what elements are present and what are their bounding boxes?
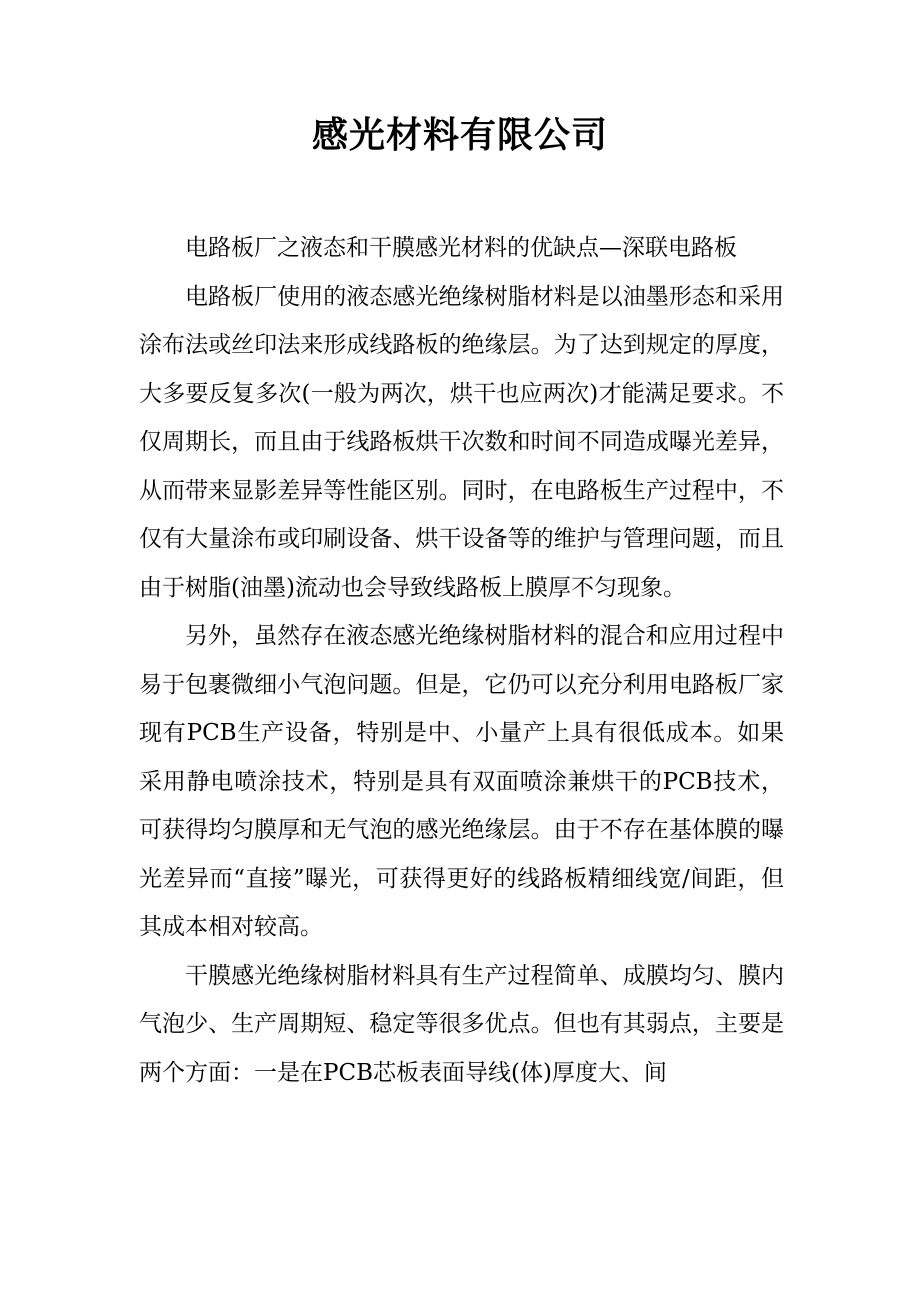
paragraph-additional: 另外，虽然存在液态感光绝缘树脂材料的混合和应用过程中易于包裹微细小气泡问题。但是，它仍可以充分利用电路板厂家现有PCB生产设备，特别是中、小量产上具有很低成本。如果采用静电喷涂技术，特别是具有双面喷涂兼烘干的PCB技术，可获得均匀膜厚和无气泡的感光绝缘层。由于不存在基体膜的曝光差异而“直接”曝光，可获得更好的线路板精细线宽/间距，但其成本相对较高。 xyxy=(139,623,784,940)
document-body xyxy=(139,224,784,1097)
paragraph-liquid-material: 电路板厂使用的液态感光绝缘树脂材料是以油墨形态和采用涂布法或丝印法来形成线路板的绝缘层。为了达到规定的厚度，大多要反复多次(一般为两次，烘干也应两次)才能满足要求。不仅周期长，而且由于线路板烘干次数和时间不同造成曝光差异，从而带来显影差异等性能区别。同时，在电路板生产过程中，不仅有大量涂布或印刷设备、烘干设备等的维护与管理问题，而且由于树脂(油墨)流动也会导致线路板上膜厚不匀现象。 xyxy=(139,283,784,601)
paragraph-heading: 电路板厂之液态和干膜感光材料的优缺点—深联电路板 xyxy=(185,235,737,261)
paragraph-dry-film: 干膜感光绝缘树脂材料具有生产过程简单、成膜均匀、膜内气泡少、生产周期短、稳定等很多优点。但也有其弱点，主要是两个方面：一是在PCB芯板表面导线(体)厚度大、间 xyxy=(139,962,784,1086)
document-title: 感光材料有限公司 xyxy=(311,115,608,156)
